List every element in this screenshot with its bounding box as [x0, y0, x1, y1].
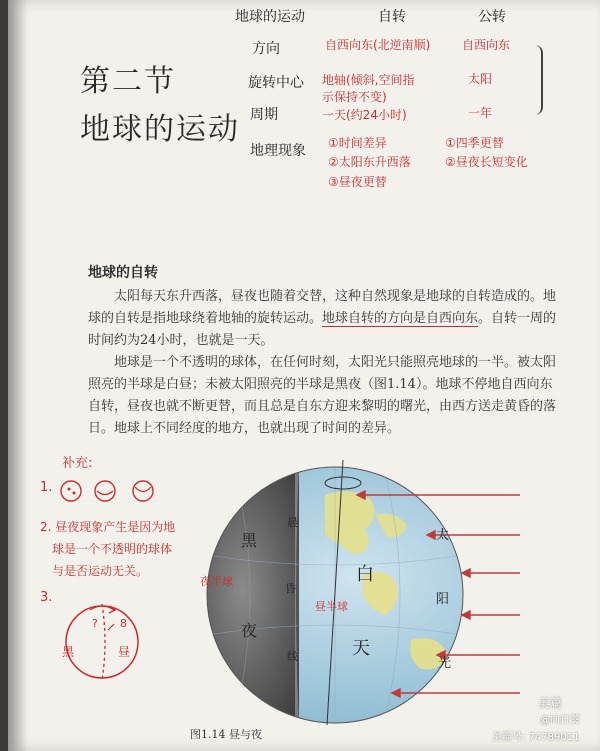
- notes-header-revolution: 公转: [478, 9, 506, 25]
- figure-dawn-char-2: 昏: [285, 582, 296, 595]
- notes-bracket: [535, 45, 543, 115]
- sketch-question-mark: ?: [92, 617, 98, 630]
- title-line-2: 地球的运动: [80, 112, 240, 147]
- notes-header-motion: 地球的运动: [235, 9, 305, 25]
- figure-sun-char-3: 光: [438, 656, 452, 671]
- figure-dawn-char-1: 晨: [287, 516, 298, 529]
- supplement-number-1: 1.: [40, 480, 53, 495]
- figure-night-char-1: 黑: [241, 531, 258, 550]
- notes-center-revolution: 太阳: [468, 72, 493, 86]
- supplement-note-2-line-3: 与是否运动无关。: [52, 564, 149, 578]
- figure-red-night-label: 夜半球: [200, 575, 233, 588]
- highlighted-rotation-direction: 地球自转的方向是自西向东: [322, 311, 479, 326]
- figure-day-char-1: 白: [356, 564, 374, 585]
- figure-red-day-label: 昼半球: [315, 600, 348, 613]
- paragraph-1-start: 太阳每天东升西落，昼夜也随着交替，这种自然现象是地球的自转造成的。地球的自转是指地球绕着地轴的旋转运动。: [88, 289, 557, 326]
- notes-row-center-label: 旋转中心: [248, 75, 304, 91]
- paragraph-1-end: 。自转一周的时间约为24小时，也就是一天。: [88, 311, 557, 348]
- watermark-user: @向日葵: [540, 715, 580, 726]
- sketch-number-8: 8: [120, 617, 127, 630]
- notes-phenomena-revolution-2: ②昼夜长短变化: [445, 155, 528, 169]
- watermark-id: 美篇号: 74789011: [492, 732, 580, 743]
- spine-shadow: [8, 0, 28, 751]
- notes-row-phenomena-label: 地理现象: [250, 143, 306, 159]
- sketch-label-night: 黑: [62, 645, 75, 659]
- notes-row-direction-label: 方向: [252, 41, 280, 57]
- supplement-note-2-line-1: 2. 昼夜现象产生是因为地: [40, 520, 176, 534]
- notes-direction-revolution: 自西向东: [462, 38, 511, 52]
- supplement-title: 补充:: [62, 456, 93, 471]
- notes-period-rotation: 一天(约24小时): [322, 108, 407, 122]
- figure-day-char-2: 天: [352, 638, 370, 659]
- notes-center-rotation-1: 地轴(倾斜,空间指: [322, 73, 415, 87]
- figure-dawn-char-3: 线: [287, 650, 298, 663]
- supplement-sketch-circles: [55, 474, 165, 508]
- chapter-title: [80, 56, 240, 148]
- notes-phenomena-rotation-3: ③昼夜更替: [328, 175, 387, 189]
- notes-row-period-label: 周期: [250, 107, 278, 123]
- paragraph-2: 地球是一个不透明的球体，在任何时刻，太阳光只能照亮地球的一半。被太阳照亮的半球是白昼；未被太阳照亮的半球是黑夜（图1.14）。地球不停地自西向东自转，昼夜也就不断更替，而且总是自东方迎来黎明的曙光，由西方送走黄昏的落日。地球上不同经度的地方，也就出现了时间的差异。: [88, 355, 557, 436]
- section-heading: 地球的自转: [88, 265, 158, 281]
- sketch-label-day: 昼: [118, 645, 131, 659]
- paragraph-1: [88, 286, 558, 352]
- figure-sun-char-2: 阳: [436, 592, 450, 607]
- notes-phenomena-rotation-2: ②太阳东升西落: [328, 155, 411, 169]
- figure-night-char-2: 夜: [241, 621, 258, 640]
- watermark-brand: 美篇: [538, 696, 563, 710]
- figure-sun-char-1: 太: [436, 528, 450, 543]
- title-line-1: 第二节: [80, 64, 176, 99]
- supplement-number-3: 3.: [40, 590, 53, 605]
- notes-center-rotation-2: 示保持不变): [322, 90, 387, 104]
- day-night-globe-figure: [175, 455, 575, 725]
- notes-header-rotation: 自转: [378, 9, 406, 25]
- notes-phenomena-revolution-1: ①四季更替: [445, 136, 504, 150]
- notes-phenomena-rotation-1: ①时间差异: [328, 136, 387, 150]
- figure-caption: 图1.14 昼与夜: [190, 728, 262, 741]
- notes-direction-rotation: 自西向东(北逆南顺): [325, 38, 431, 52]
- supplement-note-2-line-2: 球是一个不透明的球体: [52, 542, 173, 556]
- notes-period-revolution: 一年: [468, 106, 493, 120]
